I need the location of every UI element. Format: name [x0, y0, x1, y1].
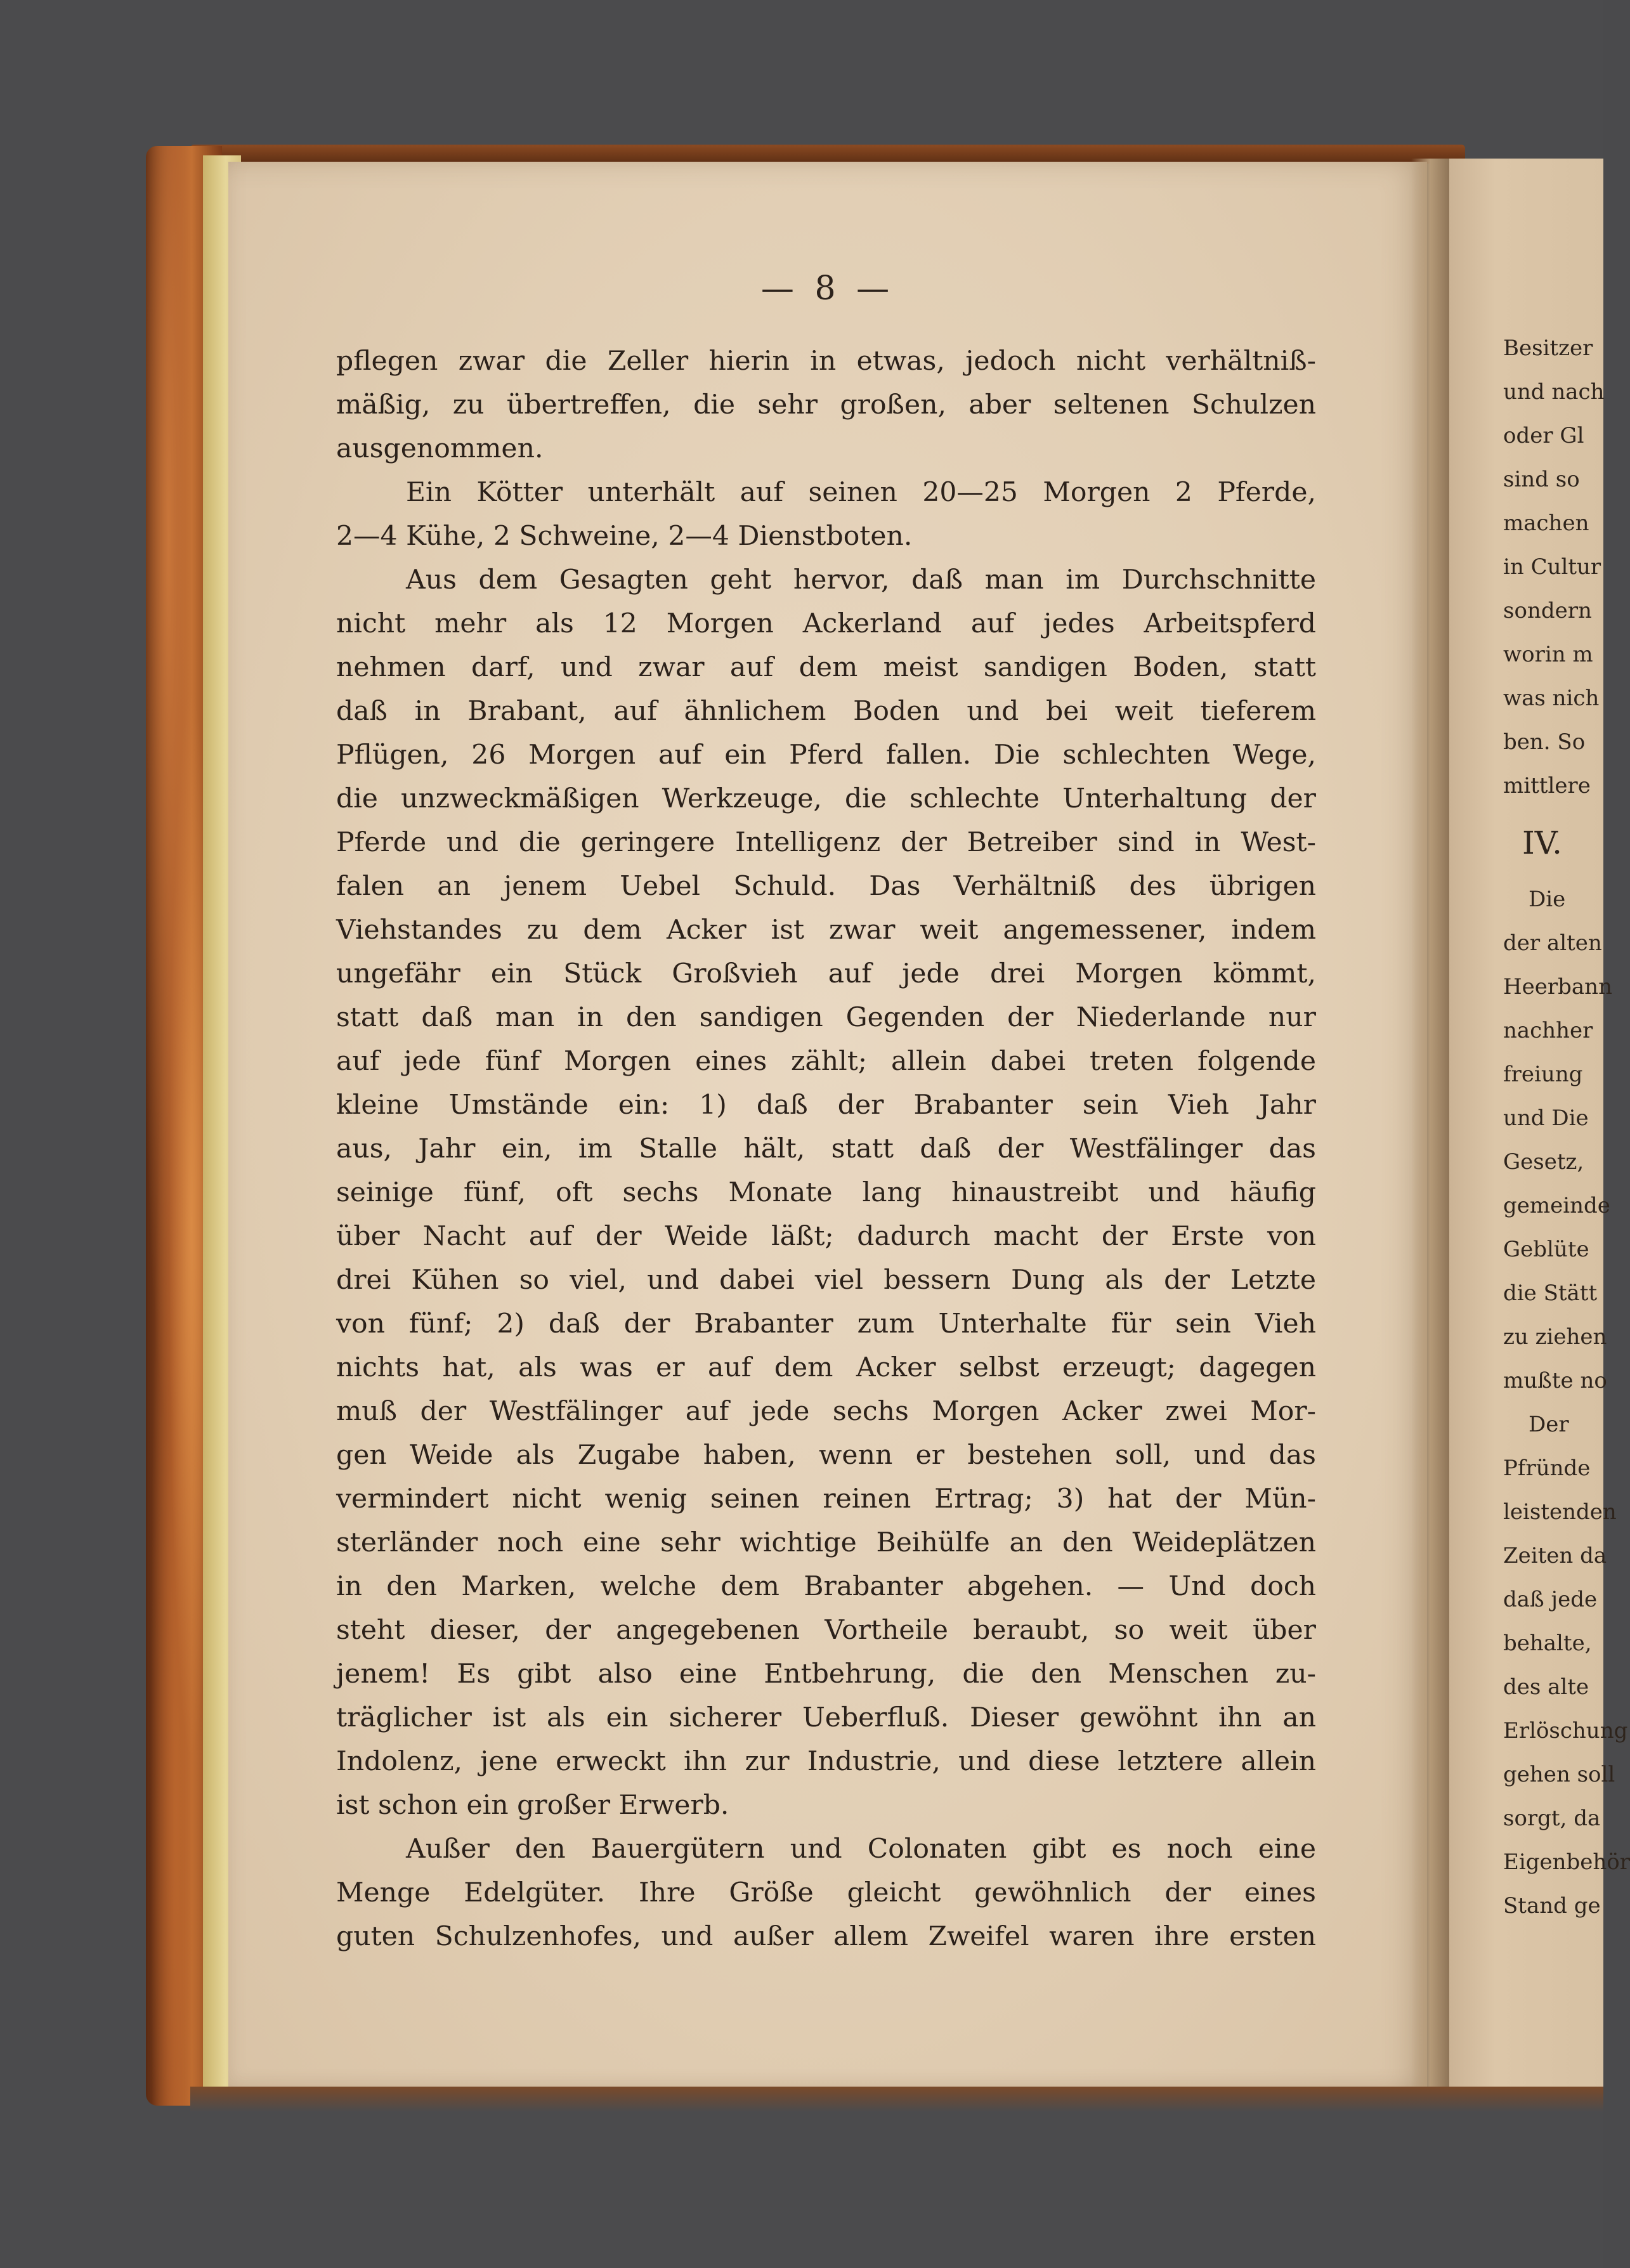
- text-line: sterländer noch eine sehr wichtige Beihülfe an den Weideplätzen: [336, 1527, 1316, 1558]
- facing-line: sind so: [1503, 467, 1580, 492]
- facing-page-text: [1503, 327, 1630, 1928]
- facing-line: ben. So: [1503, 729, 1586, 755]
- text-line: ungefähr ein Stück Großvieh auf jede drei Morgen kömmt,: [336, 958, 1316, 989]
- text-line: in den Marken, welche dem Brabanter abgehen. — Und doch: [336, 1571, 1316, 1602]
- facing-line: oder Gl: [1503, 423, 1584, 448]
- text-line: aus, Jahr ein, im Stalle hält, statt daß der Westfälinger das: [336, 1133, 1316, 1164]
- text-line: Außer den Bauergütern und Colonaten gibt es noch eine: [406, 1834, 1316, 1865]
- facing-line: und Die: [1503, 1105, 1589, 1131]
- page-number: — 8 —: [760, 270, 895, 308]
- facing-line: die Stätt: [1503, 1281, 1598, 1306]
- facing-line: Besitzer: [1503, 336, 1593, 361]
- facing-line: worin m: [1503, 642, 1593, 667]
- facing-line: Erlöschung: [1503, 1718, 1628, 1743]
- page-gutter: [1411, 159, 1449, 2099]
- facing-line: Die: [1529, 887, 1566, 912]
- text-line: Menge Edelgüter. Ihre Größe gleicht gewöhnlich der eines: [336, 1877, 1316, 1908]
- facing-line: Eigenbehör: [1503, 1849, 1630, 1875]
- left-page: [228, 162, 1427, 2099]
- facing-line: mittlere: [1503, 773, 1591, 798]
- facing-line: Heerbann: [1503, 974, 1612, 1000]
- text-line: Ein Kötter unterhält auf seinen 20—25 Morgen 2 Pferde,: [406, 477, 1316, 508]
- text-line: falen an jenem Uebel Schuld. Das Verhältniß des übrigen: [336, 871, 1316, 902]
- text-line: steht dieser, der angegebenen Vortheile beraubt, so weit über: [336, 1615, 1316, 1646]
- text-line: Indolenz, jene erweckt ihn zur Industrie, und diese letztere allein: [336, 1746, 1316, 1777]
- text-line: daß in Brabant, auf ähnlichem Boden und bei weit tieferem: [336, 696, 1316, 727]
- facing-line: gehen soll: [1503, 1762, 1615, 1787]
- text-line: von fünf; 2) daß der Brabanter zum Unterhalte für sein Vieh: [336, 1308, 1316, 1339]
- text-line: vermindert nicht wenig seinen reinen Ertrag; 3) hat der Mün-: [336, 1483, 1316, 1515]
- facing-line: Der: [1529, 1412, 1569, 1437]
- facing-line: daß jede: [1503, 1587, 1598, 1612]
- text-line: drei Kühen so viel, und dabei viel bessern Dung als der Letzte: [336, 1265, 1316, 1296]
- facing-line: Zeiten da: [1503, 1543, 1607, 1568]
- text-line: mäßig, zu übertreffen, die sehr großen, aber seltenen Schulzen: [336, 389, 1316, 420]
- text-line: statt daß man in den sandigen Gegenden der Niederlande nur: [336, 1002, 1316, 1033]
- facing-line: Gesetz,: [1503, 1149, 1584, 1175]
- text-line: guten Schulzenhofes, und außer allem Zweifel waren ihre ersten: [336, 1921, 1316, 1952]
- facing-line: sorgt, da: [1503, 1806, 1601, 1831]
- text-line: Pferde und die geringere Intelligenz der Betreiber sind in West-: [336, 827, 1316, 858]
- facing-line: Stand ge: [1503, 1893, 1601, 1919]
- text-line: Aus dem Gesagten geht hervor, daß man im Durchschnitte: [406, 564, 1316, 596]
- text-line: muß der Westfälinger auf jede sechs Morgen Acker zwei Mor-: [336, 1396, 1316, 1427]
- facing-line: behalte,: [1503, 1631, 1592, 1656]
- facing-page-edge: [1449, 159, 1630, 2099]
- text-line: pflegen zwar die Zeller hierin in etwas, jedoch nicht verhältniß-: [336, 346, 1316, 377]
- book-cover-top-edge: [190, 145, 1465, 164]
- text-line: kleine Umstände ein: 1) daß der Brabanter sein Vieh Jahr: [336, 1090, 1316, 1121]
- facing-line: zu ziehen: [1503, 1324, 1607, 1350]
- text-line: auf jede fünf Morgen eines zählt; allein dabei treten folgende: [336, 1046, 1316, 1077]
- facing-line: der alten: [1503, 930, 1602, 956]
- text-line: gen Weide als Zugabe haben, wenn er bestehen soll, und das: [336, 1440, 1316, 1471]
- facing-line: freiung: [1503, 1062, 1583, 1087]
- text-line: 2—4 Kühe, 2 Schweine, 2—4 Dienstboten.: [336, 521, 913, 552]
- facing-line: des alte: [1503, 1674, 1589, 1700]
- text-line: nicht mehr als 12 Morgen Ackerland auf jedes Arbeitspferd: [336, 608, 1316, 639]
- facing-line: machen: [1503, 511, 1589, 536]
- text-line: Viehstandes zu dem Acker ist zwar weit angemessener, indem: [336, 915, 1316, 946]
- facing-line: leistenden: [1503, 1499, 1617, 1525]
- facing-line: in Cultur: [1503, 554, 1601, 580]
- text-line: nichts hat, als was er auf dem Acker selbst erzeugt; dagegen: [336, 1352, 1316, 1383]
- body-text: [336, 339, 1316, 1958]
- text-line: träglicher ist als ein sicherer Ueberfluß. Dieser gewöhnt ihn an: [336, 1702, 1316, 1733]
- facing-line: was nich: [1503, 686, 1600, 711]
- text-line: Pflügen, 26 Morgen auf ein Pferd fallen. Die schlechten Wege,: [336, 740, 1316, 771]
- text-line: ausgenommen.: [336, 433, 544, 464]
- text-line: die unzweckmäßigen Werkzeuge, die schlechte Unterhaltung der: [336, 783, 1316, 814]
- book-bottom-edge: [190, 2087, 1603, 2112]
- facing-line: mußte no: [1503, 1368, 1607, 1393]
- text-line: nehmen darf, und zwar auf dem meist sandigen Boden, statt: [336, 652, 1316, 683]
- facing-line: nachher: [1503, 1018, 1593, 1043]
- facing-line: sondern: [1503, 598, 1592, 623]
- text-line: über Nacht auf der Weide läßt; dadurch macht der Erste von: [336, 1221, 1316, 1252]
- text-line: seinige fünf, oft sechs Monate lang hinaustreibt und häufig: [336, 1177, 1316, 1208]
- text-line: ist schon ein großer Erwerb.: [336, 1790, 729, 1821]
- facing-line: Pfründe: [1503, 1456, 1591, 1481]
- facing-line: gemeinde: [1503, 1193, 1610, 1218]
- facing-line: Geblüte: [1503, 1237, 1589, 1262]
- text-line: jenem! Es gibt also eine Entbehrung, die den Menschen zu-: [336, 1659, 1316, 1690]
- facing-section-numeral: IV.: [1522, 824, 1563, 861]
- facing-line: und nach: [1503, 379, 1605, 405]
